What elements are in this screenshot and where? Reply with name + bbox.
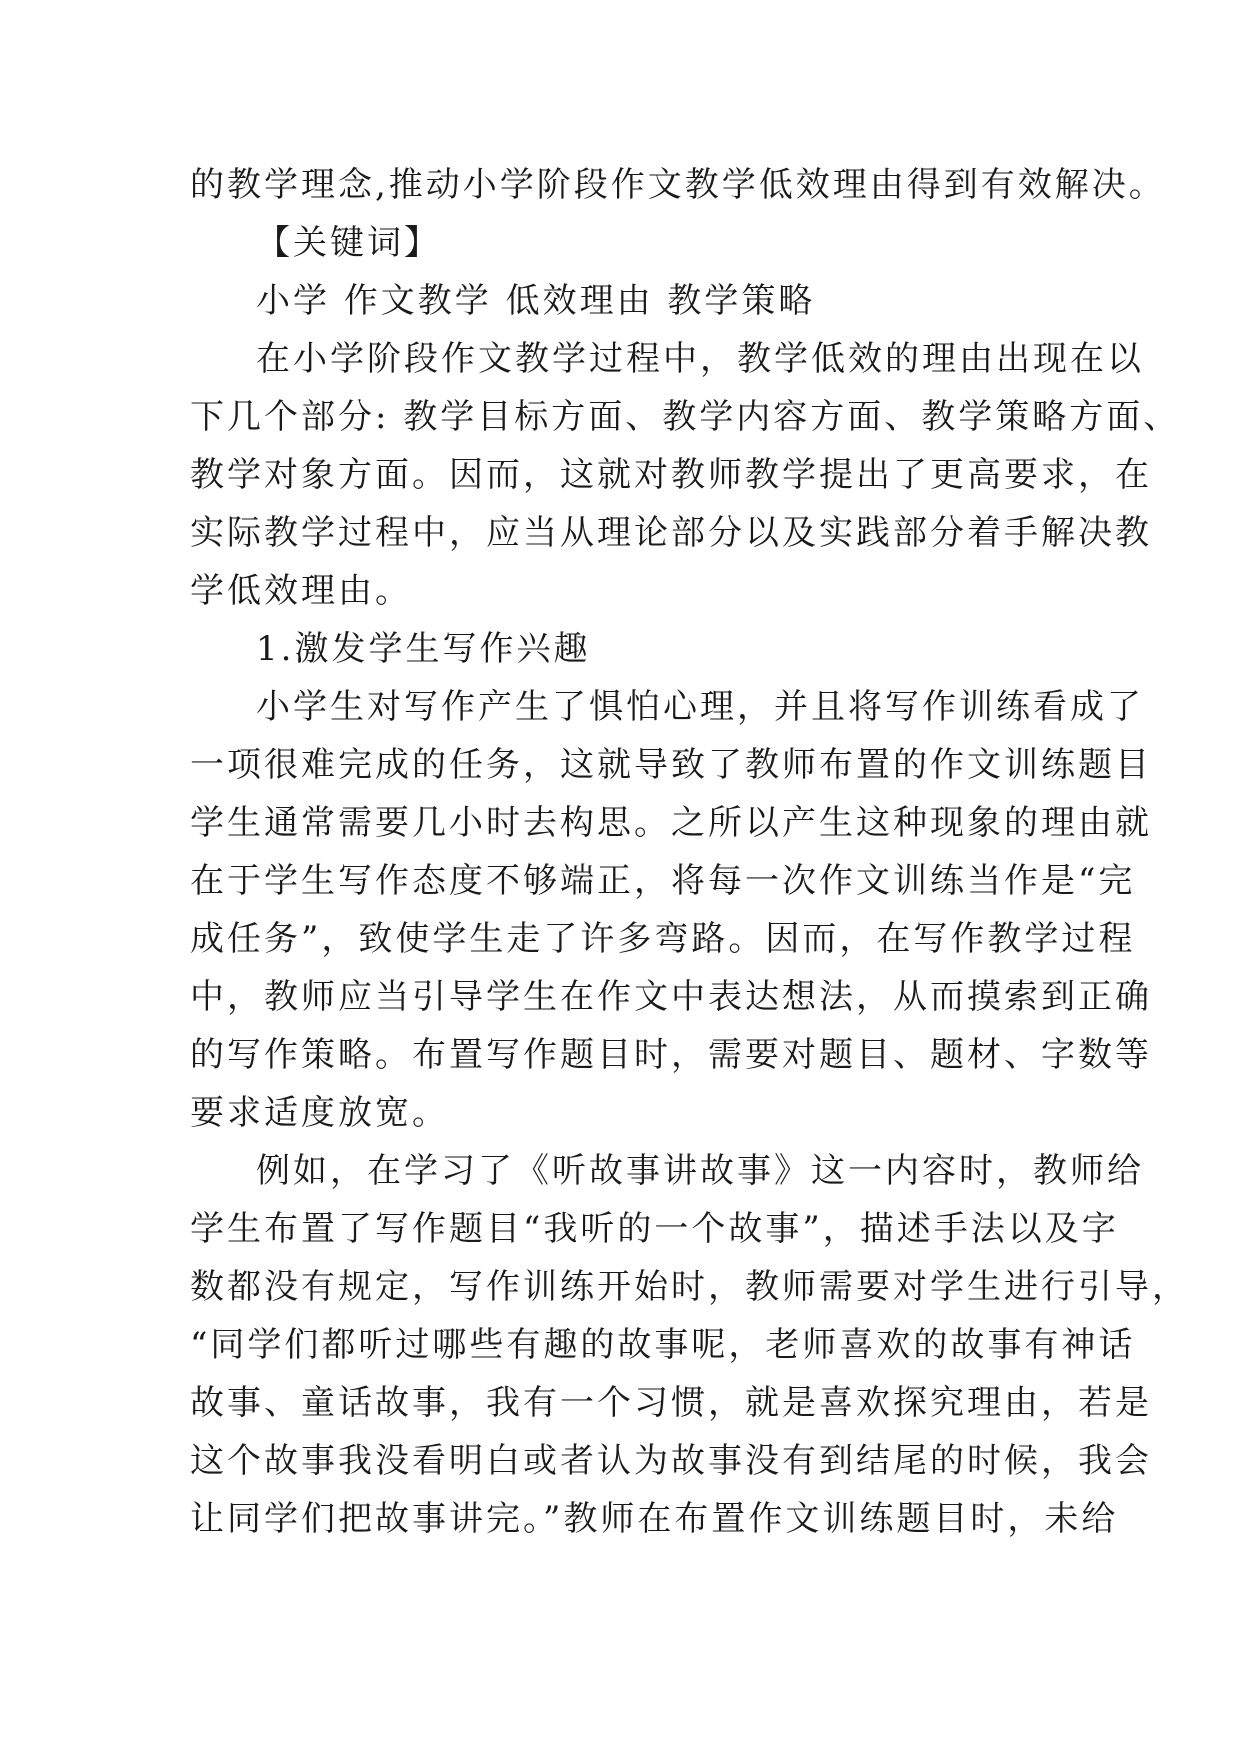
text-line: 的教学理念,推动小学阶段作文教学低效理由得到有效解决。 <box>190 165 1166 205</box>
text-line: 教学对象方面。因而，这就对教师教学提出了更高要求，在 <box>190 455 1152 495</box>
text-line: 成任务”，致使学生走了许多弯路。因而，在写作教学过程 <box>190 919 1136 959</box>
text-line: 的写作策略。布置写作题目时，需要对题目、题材、字数等 <box>190 1035 1152 1075</box>
text-line: 学生布置了写作题目“我听的一个故事”，描述手法以及字 <box>190 1209 1119 1249</box>
text-line: 实际教学过程中，应当从理论部分以及实践部分着手解决教 <box>190 513 1152 553</box>
text-line: 让同学们把故事讲完。”教师在布置作文训练题目时，未给 <box>190 1499 1119 1539</box>
text-line: 在于学生写作态度不够端正，将每一次作文训练当作是“完 <box>190 861 1136 901</box>
text-line: 学生通常需要几小时去构思。之所以产生这种现象的理由就 <box>190 803 1152 843</box>
section-heading: 1.激发学生写作兴趣 <box>256 629 591 669</box>
keywords-list: 小学 作文教学 低效理由 教学策略 <box>256 281 816 321</box>
text-line: 在小学阶段作文教学过程中，教学低效的理由出现在以 <box>256 339 1144 379</box>
keywords-heading: 【关键词】 <box>256 223 441 263</box>
text-line: 数都没有规定，写作训练开始时，教师需要对学生进行引导， <box>190 1267 1189 1307</box>
body-text <box>190 156 1189 1548</box>
text-line: “同学们都听过哪些有趣的故事呢，老师喜欢的故事有神话 <box>190 1325 1136 1365</box>
text-line: 小学生对写作产生了惧怕心理，并且将写作训练看成了 <box>256 687 1144 727</box>
text-line: 一项很难完成的任务，这就导致了教师布置的作文训练题目 <box>190 745 1152 785</box>
text-line: 这个故事我没看明白或者认为故事没有到结尾的时候，我会 <box>190 1441 1152 1481</box>
text-line: 下几个部分: 教学目标方面、教学内容方面、教学策略方面、 <box>190 397 1181 437</box>
text-line: 学低效理由。 <box>190 571 412 611</box>
text-line: 要求适度放宽。 <box>190 1093 449 1133</box>
text-line: 例如，在学习了《听故事讲故事》这一内容时，教师给 <box>256 1151 1144 1191</box>
text-line: 故事、童话故事，我有一个习惯，就是喜欢探究理由，若是 <box>190 1383 1152 1423</box>
text-line: 中，教师应当引导学生在作文中表达想法，从而摸索到正确 <box>190 977 1152 1017</box>
